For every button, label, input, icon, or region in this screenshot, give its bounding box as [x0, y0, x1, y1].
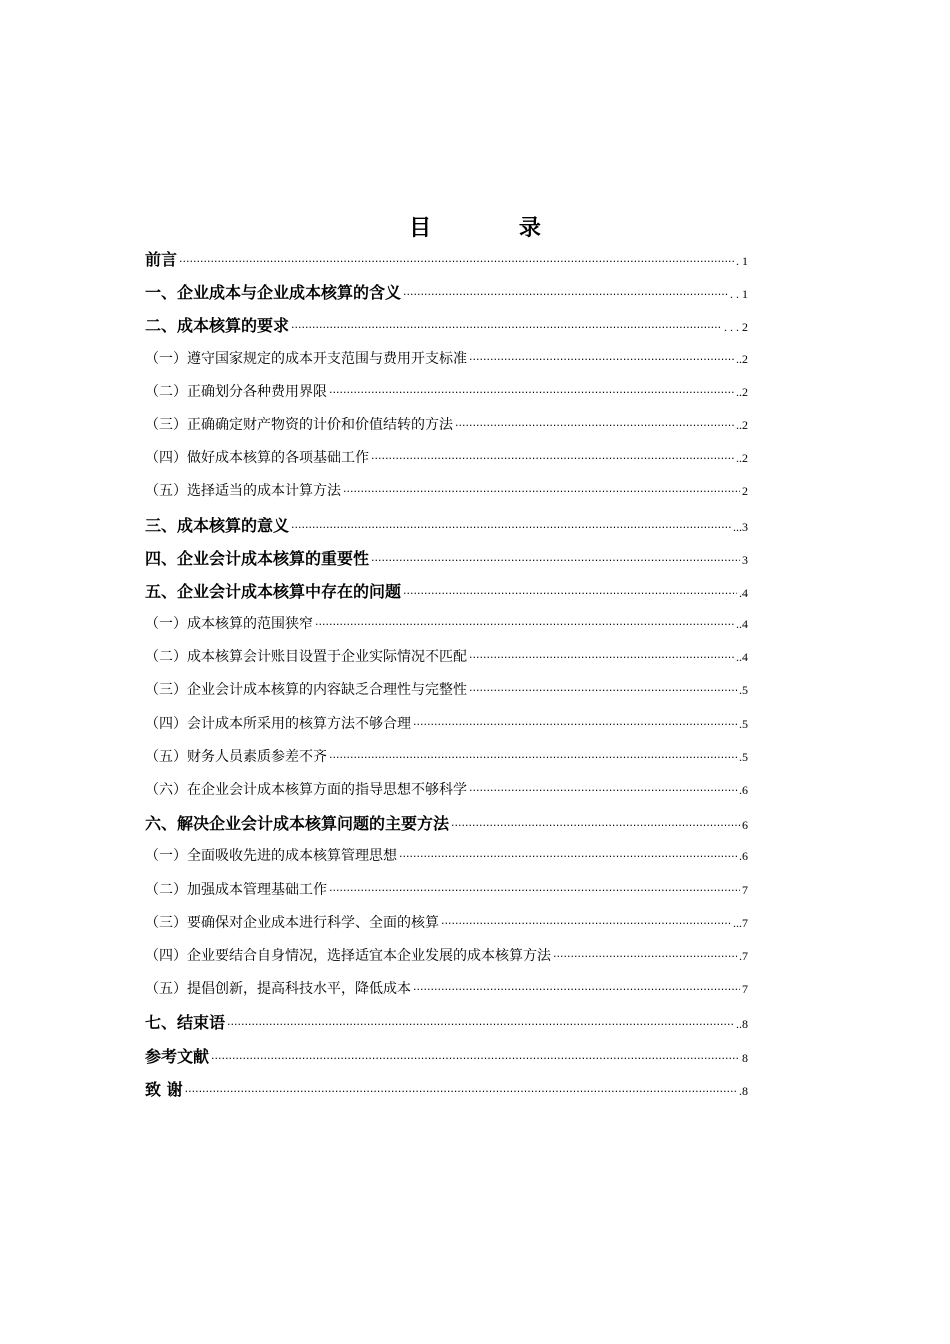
- toc-entry-page-number: 2: [742, 484, 748, 499]
- toc-entry: [145, 542, 748, 575]
- toc-entry: [145, 774, 748, 807]
- toc-entry-page-number: 7: [742, 982, 748, 997]
- toc-entry-label: （一）遵守国家规定的成本开支范围与费用开支标准: [145, 350, 467, 367]
- dot-leader: [413, 708, 737, 741]
- toc-entry-label: （三）企业会计成本核算的内容缺乏合理性与完整性: [145, 682, 467, 699]
- dot-leader: [553, 940, 737, 973]
- toc-entry: [145, 575, 748, 608]
- dot-leader: [343, 475, 740, 508]
- dot-leader: [227, 1008, 734, 1039]
- dot-leader: [455, 409, 734, 442]
- toc-entry: [145, 243, 748, 276]
- toc-entry-page-number: . . . 2: [724, 320, 748, 335]
- toc-entry-label: 七、结束语: [145, 1013, 226, 1033]
- dot-leader: [371, 544, 740, 575]
- toc-entry-label: 参考文献: [145, 1046, 210, 1066]
- toc-entry-label: 一、企业成本与企业成本核算的含义: [145, 283, 402, 303]
- toc-entry-page-number: .7: [739, 948, 748, 963]
- toc-entry-page-number: .8: [739, 1083, 748, 1098]
- toc-entry: [145, 608, 748, 641]
- toc-entry: [145, 973, 748, 1006]
- toc-entry-label: （四）做好成本核算的各项基础工作: [145, 450, 369, 467]
- toc-entry-page-number: 8: [742, 1050, 748, 1065]
- toc-entry-page-number: .4: [739, 585, 748, 600]
- toc-entry-label: （四）企业要结合自身情况，选择适宜本企业发展的成本核算方法: [145, 947, 551, 964]
- toc-entry: [145, 741, 748, 774]
- dot-leader: [291, 311, 722, 342]
- toc-entry-page-number: ..2: [736, 351, 748, 366]
- toc-entry-page-number: .5: [739, 749, 748, 764]
- toc-entry-label: （六）在企业会计成本核算方面的指导思想不够科学: [145, 782, 467, 798]
- dot-leader: [469, 674, 737, 707]
- toc-entry-page-number: ..2: [736, 451, 748, 466]
- toc-entry-page-number: ...3: [733, 519, 748, 534]
- toc-entry: [145, 475, 748, 508]
- toc-entry-page-number: ..8: [736, 1017, 748, 1032]
- toc-entry-page-number: ..2: [736, 384, 748, 399]
- toc-entry-page-number: .6: [739, 783, 748, 797]
- toc-entry-label: （二）正确划分各种费用界限: [145, 383, 327, 400]
- dot-leader: [403, 577, 737, 608]
- toc-entry-label: （三）要确保对企业成本进行科学、全面的核算: [145, 914, 439, 931]
- toc-entry: [145, 409, 748, 442]
- dot-leader: [371, 442, 734, 475]
- toc-entry-label: （一）成本核算的范围狭窄: [145, 616, 313, 633]
- dot-leader: [315, 608, 734, 641]
- toc-entry-label: （二）加强成本管理基础工作: [145, 881, 327, 898]
- dot-leader: [329, 376, 734, 409]
- toc-entry: [145, 874, 748, 907]
- dot-leader: [329, 874, 740, 907]
- dot-leader: [185, 1075, 737, 1106]
- dot-leader: [469, 774, 737, 807]
- toc-entry-label: （三）正确确定财产物资的计价和价值结转的方法: [145, 416, 453, 433]
- toc-entry: [145, 1073, 748, 1106]
- toc-entry-label: 四、企业会计成本核算的重要性: [145, 548, 370, 568]
- toc-entry-page-number: 3: [742, 552, 748, 567]
- dot-leader: [403, 278, 728, 309]
- toc-entry-label: 二、成本核算的要求: [145, 316, 290, 336]
- toc-entry: [145, 1040, 748, 1073]
- toc-entry: [145, 376, 748, 409]
- toc-entry: [145, 674, 748, 707]
- toc-entry-page-number: .6: [739, 849, 748, 864]
- toc-entry-label: 五、企业会计成本核算中存在的问题: [145, 581, 402, 601]
- toc-entry-page-number: ..4: [736, 617, 748, 632]
- toc-entry: [145, 309, 748, 342]
- toc-entry-page-number: ...7: [733, 915, 748, 930]
- toc-entry-label: 前言: [145, 250, 178, 269]
- dot-leader: [469, 343, 734, 376]
- toc-entry-label: （五）选择适当的成本计算方法: [145, 483, 341, 500]
- dot-leader: [329, 741, 737, 774]
- dot-leader: [469, 641, 734, 674]
- toc-entry-page-number: ..2: [736, 417, 748, 432]
- table-of-contents: [145, 243, 748, 1106]
- toc-entry-label: （一）全面吸收先进的成本核算管理思想: [145, 848, 397, 865]
- toc-entry: [145, 509, 748, 542]
- dot-leader: [451, 809, 740, 840]
- toc-entry: [145, 276, 748, 309]
- toc-entry: [145, 708, 748, 741]
- toc-entry: [145, 807, 748, 840]
- toc-entry: [145, 907, 748, 940]
- toc-entry-label: （五）提倡创新，提高科技水平，降低成本: [145, 981, 411, 998]
- toc-entry-page-number: . 1: [736, 254, 748, 268]
- toc-entry-page-number: 7: [742, 882, 748, 897]
- toc-entry-page-number: .5: [739, 683, 748, 698]
- toc-entry: [145, 343, 748, 376]
- toc-entry-label: （五）财务人员素质参差不齐: [145, 748, 327, 765]
- toc-entry-page-number: .5: [739, 716, 748, 731]
- dot-leader: [211, 1042, 740, 1073]
- toc-entry-label: 致 谢: [145, 1079, 183, 1099]
- toc-entry-label: 六、解决企业会计成本核算问题的主要方法: [145, 814, 450, 834]
- toc-entry-page-number: . . 1: [730, 287, 748, 302]
- toc-entry: [145, 641, 748, 674]
- toc-entry-label: 三、成本核算的意义: [145, 515, 290, 535]
- toc-entry-label: （二）成本核算会计账目设置于企业实际情况不匹配: [145, 649, 467, 666]
- dot-leader: [413, 973, 740, 1006]
- toc-entry: [145, 940, 748, 973]
- toc-entry-page-number: 6: [742, 818, 748, 833]
- toc-entry: [145, 442, 748, 475]
- toc-entry-label: （四）会计成本所采用的核算方法不够合理: [145, 715, 411, 732]
- toc-title: 目 录: [409, 216, 581, 241]
- toc-entry: [145, 840, 748, 873]
- dot-leader: [291, 511, 731, 542]
- dot-leader: [399, 840, 737, 873]
- toc-entry-page-number: ..4: [736, 650, 748, 665]
- dot-leader: [441, 907, 731, 940]
- toc-entry: [145, 1006, 748, 1039]
- dot-leader: [179, 245, 734, 276]
